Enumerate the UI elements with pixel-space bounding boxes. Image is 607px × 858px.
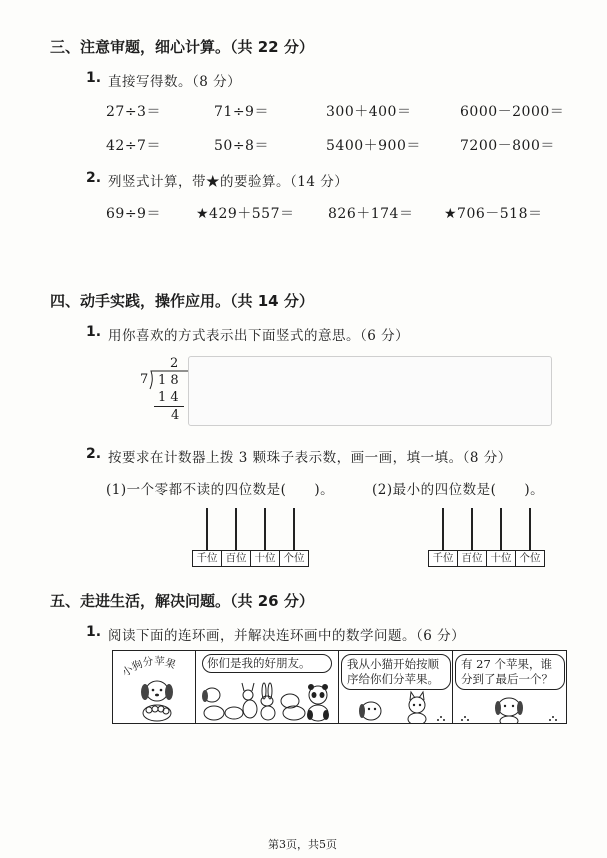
calc-item: 5400＋900＝ [326,138,421,154]
place-label: 十位 [251,551,280,566]
abacus-rod [529,508,531,550]
speech-bubble: 你们是我的好朋友。 [202,654,332,673]
comic-panel-2 [195,650,339,724]
q1-instruction: 直接写得数。（8 分） [108,74,242,90]
q2-number: 2. [86,446,102,462]
dog-and-cat-icon [349,689,449,723]
calc-item: 50÷8＝ [214,138,269,154]
comic-panel-1 [112,650,196,724]
abacus-rod [293,508,295,550]
q1-number: 1. [86,70,102,86]
q2-number: 2. [86,170,102,186]
place-label: 千位 [429,551,458,566]
abacus-rod [264,508,266,550]
animal-friends-icon [198,673,338,723]
product: 1 4 [158,390,179,405]
vertical-calc-item: ★429＋557＝ [196,206,295,222]
speech-bubble: 有 27 个苹果，谁分到了最后一个？ [455,654,565,690]
svg-text:小狗分苹果 [120,654,178,679]
place-label: 个位 [519,552,541,564]
q1-number: 1. [86,324,102,340]
abacus-rod [235,508,237,550]
place-label: 千位 [193,551,222,566]
section-5-title: 五、走进生活，解决问题。（共 26 分） [50,592,314,610]
comic-panel-3 [338,650,453,724]
section-3-title: 三、注意审题，细心计算。（共 22 分） [50,38,314,56]
calc-item: 6000－2000＝ [460,104,565,120]
place-label: 百位 [222,551,251,566]
abacus-rod [471,508,473,550]
comic-title: 小狗分苹果 [120,655,178,680]
section-4-title: 四、动手实践，操作应用。（共 14 分） [50,292,314,310]
dog-with-basket-icon [135,677,181,723]
long-division [138,356,190,426]
q2-instruction: 按要求在计数器上拨 3 颗珠子表示数，画一画，填一填。（8 分） [108,450,512,466]
vertical-calc-item: 69÷9＝ [106,206,161,222]
remainder: 4 [171,408,180,423]
calc-item: 42÷7＝ [106,138,161,154]
abacus-rod [206,508,208,550]
calc-item: 27÷3＝ [106,104,161,120]
vertical-calc-item: ★706－518＝ [444,206,543,222]
place-label: 百位 [458,551,487,566]
sub-question-1: (1)一个零都不读的四位数是( )。 [106,482,335,498]
q1-instruction: 阅读下面的连环画，并解决连环画中的数学问题。（6 分） [108,628,466,644]
speech-bubble: 我从小猫开始按顺序给你们分苹果。 [341,654,451,690]
q1-number: 1. [86,624,102,640]
page-number: 第3页，共5页 [268,838,337,851]
divisor: 7 [140,372,149,387]
subtract-line [154,406,184,407]
sub-question-2: (2)最小的四位数是( )。 [372,482,545,498]
abacus-base [192,550,309,567]
place-label: 个位 [283,552,305,564]
abacus-rod [442,508,444,550]
calc-item: 300＋400＝ [326,104,412,120]
answer-box[interactable] [188,356,552,426]
abacus-rod [500,508,502,550]
vertical-calc-item: 826＋174＝ [328,206,414,222]
q2-instruction: 列竖式计算，带★的要验算。（14 分） [108,174,349,190]
dog-icon [453,689,566,723]
abacus-base [428,550,545,567]
calc-item: 71÷9＝ [214,104,269,120]
dividend: 1 8 [158,373,179,388]
calc-item: 7200－800＝ [460,138,555,154]
q1-instruction: 用你喜欢的方式表示出下面竖式的意思。（6 分） [108,328,410,344]
place-label: 十位 [487,551,516,566]
quotient: 2 [170,356,179,371]
comic-panel-4 [452,650,567,724]
